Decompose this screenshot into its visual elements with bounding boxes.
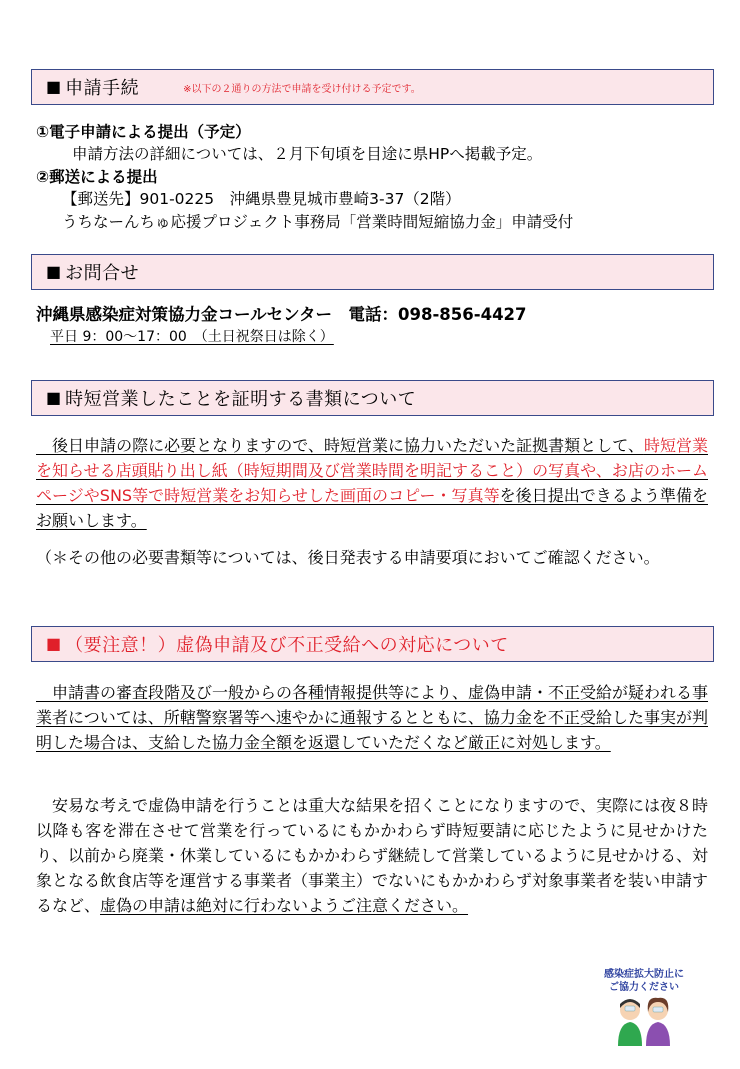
square-bullet: ■: [46, 262, 62, 281]
two-people-icon: [594, 994, 694, 1048]
square-bullet: ■: [46, 388, 62, 407]
warning-text-underlined: 虚偽の申請は絶対に行わないようご注意ください。: [100, 896, 469, 915]
proof-text-a: 後日申請の際に必要となりますので、時短営業に協力いただいた証拠書類として、: [36, 436, 644, 455]
section-header-warning: [31, 626, 714, 662]
other-documents-note: （＊その他の必要書類等については、後日発表する申請要項においてご確認ください。: [36, 548, 660, 567]
proof-text-red: 時短営業を知らせる店頭貼り出し紙（時短期間及び営業時間を明記すること）の写真や、お店のホームページやSNS等で時短営業をお知らせした画面のコピー・写真等: [36, 436, 708, 505]
section-title: （要注意！）虚偽申請及び不正受給への対応について: [65, 635, 509, 656]
item2-title: ②郵送による提出: [36, 168, 158, 186]
call-center: 沖縄県感染症対策協力金コールセンター 電話：098-856-4427: [36, 305, 527, 324]
item1-text: 申請方法の詳細については、２月下旬頃を目途に県HPへ掲載予定。: [72, 145, 543, 163]
fraud-response-paragraph: 申請書の審査段階及び一般からの各種情報提供等により、虚偽申請・不正受給が疑われる事業者については、所轄警察署等へ速やかに通報するとともに、協力金を不正受給した事実が判明した場合は、支給した協力金全額を返還していただくなど厳正に対処します。: [36, 683, 709, 752]
item1-title: ①電子申請による提出（予定）: [36, 123, 251, 141]
illustration-caption-2: ご協力ください: [609, 982, 679, 993]
section-header-inquiry: [31, 254, 714, 290]
proof-paragraph: [36, 433, 708, 533]
section-title: お問合せ: [65, 263, 140, 284]
proof-text-b: を後日提出できるよう準備をお願いします。: [36, 486, 708, 530]
item2-recipient: うちなーんちゅ応援プロジェクト事務局「営業時間短縮協力金」申請受付: [62, 213, 574, 231]
section-title: 申請手続: [65, 78, 140, 99]
item2-address: 【郵送先】901-0225 沖縄県豊見城市豊崎3-37（2階）: [62, 190, 461, 208]
illustration-caption-1: 感染症拡大防止に: [604, 969, 684, 980]
warning-text: 安易な考えで虚偽申請を行うことは重大な結果を招くことになりますので、実際には夜８時以降も客を滞在させて営業を行っているにもかかわらず時短要請に応じたように見せかけたり、以前から廃業・休業しているにもかかわらず継続して営業しているように見せかける、対象となる飲食店等を運営する事業者（事業主）でないにもかかわらず対象事業者を装い申請するなど、: [36, 796, 709, 915]
call-center-hours: 平日 9：00～17：00 （土日祝祭日は除く）: [50, 329, 334, 345]
section-title: 時短営業したことを証明する書類について: [65, 389, 417, 410]
section-header-proof: [31, 380, 714, 416]
section-header-application: [31, 69, 714, 105]
square-bullet: ■: [46, 77, 62, 96]
false-application-warning: [36, 793, 708, 918]
section-note: ※以下の２通りの方法で申請を受け付ける予定です。: [183, 83, 421, 95]
square-bullet: ■: [46, 634, 62, 653]
cooperation-illustration: [594, 968, 694, 1048]
